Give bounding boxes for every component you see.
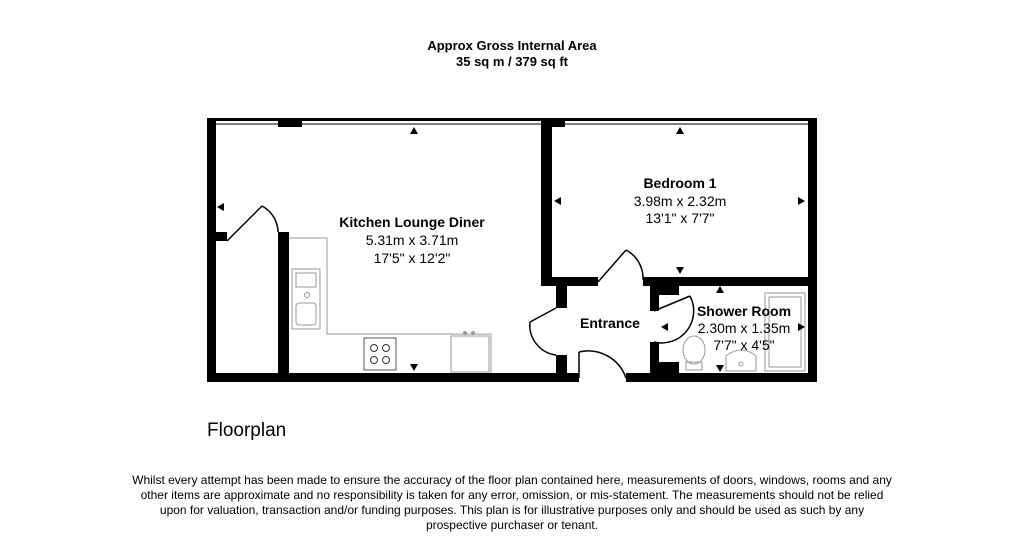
- marker-arrow-icon: [716, 365, 724, 372]
- bedroom-metric: 3.98m x 2.32m: [633, 193, 727, 209]
- window-pier: [278, 118, 302, 127]
- hob-icon: [364, 338, 396, 370]
- bedroom-bottom-wall: [541, 277, 598, 286]
- door-swing: [262, 206, 278, 232]
- door-swing: [626, 250, 643, 280]
- area-title: Approx Gross Internal Area: [427, 38, 597, 53]
- shower-door: [654, 296, 690, 311]
- bedroom-bottom-wall: [643, 277, 817, 286]
- bedroom-door: [598, 250, 626, 282]
- bedroom-imperial: 13'1" x 7'7": [645, 210, 715, 226]
- basin-icon: [726, 350, 756, 371]
- marker-arrow-icon: [676, 127, 684, 134]
- shower-wall: [650, 342, 659, 382]
- toilet-cistern-icon: [686, 362, 702, 370]
- shower-wall: [659, 362, 679, 382]
- left-wall: [207, 118, 216, 382]
- sink-bowl-icon: [296, 303, 316, 325]
- shower-metric: 2.30m x 1.35m: [697, 320, 791, 336]
- kitchen-imperial: 17'5" x 12'2": [373, 250, 451, 266]
- marker-arrow-icon: [798, 197, 805, 205]
- door-swing: [530, 322, 556, 355]
- marker-arrow-icon: [410, 127, 418, 134]
- entrance-wall: [556, 355, 567, 382]
- marker-arrow-icon: [554, 197, 561, 205]
- door-swing: [579, 351, 626, 378]
- marker-arrow-icon: [410, 364, 418, 371]
- sink-drainer-icon: [296, 273, 316, 287]
- kitchen-metric: 5.31m x 3.71m: [365, 232, 459, 248]
- floorplan-label: Floorplan: [207, 420, 287, 441]
- entrance-wall: [556, 286, 567, 308]
- bottom-wall: [207, 373, 579, 382]
- shower-wall: [659, 286, 679, 295]
- doors: [227, 206, 694, 378]
- kitchen-name: Kitchen Lounge Diner: [339, 214, 485, 230]
- partition-wall: [278, 232, 289, 382]
- bedroom-left-wall: [541, 118, 552, 286]
- tap-icon: [305, 293, 310, 298]
- right-wall: [808, 118, 817, 382]
- bedroom-name: Bedroom 1: [643, 175, 717, 191]
- shower-wall: [650, 286, 659, 311]
- room-labels: [339, 175, 791, 353]
- area-value: 35 sq m / 379 sq ft: [456, 54, 568, 69]
- appliance-space: [451, 336, 489, 372]
- toilet-icon: [683, 336, 705, 364]
- cupboard-door: [227, 206, 262, 241]
- disclaimer-text: Whilst every attempt has been made to ensure the accuracy of the floor plan contained here, measurements of doors, windows, rooms and any other items are approximate and no responsibility is taken for any error, omission, or mis-statement. The measurements should not be relied upon for valuation, transaction and/or funding purposes. This plan is for illustrative purposes only and should be used as such by any prospective purchaser or tenant.: [132, 473, 892, 532]
- marker-arrow-icon: [217, 203, 224, 211]
- lounge-door: [530, 308, 556, 322]
- wall-stub: [207, 232, 227, 241]
- marker-arrow-icon: [661, 323, 668, 331]
- marker-arrow-icon: [676, 267, 684, 274]
- basin-tap-icon: [739, 362, 743, 366]
- shower-imperial: 7'7" x 4'5": [713, 337, 775, 353]
- entrance-name: Entrance: [580, 315, 640, 331]
- marker-arrow-icon: [716, 286, 724, 293]
- shower-name: Shower Room: [696, 303, 792, 319]
